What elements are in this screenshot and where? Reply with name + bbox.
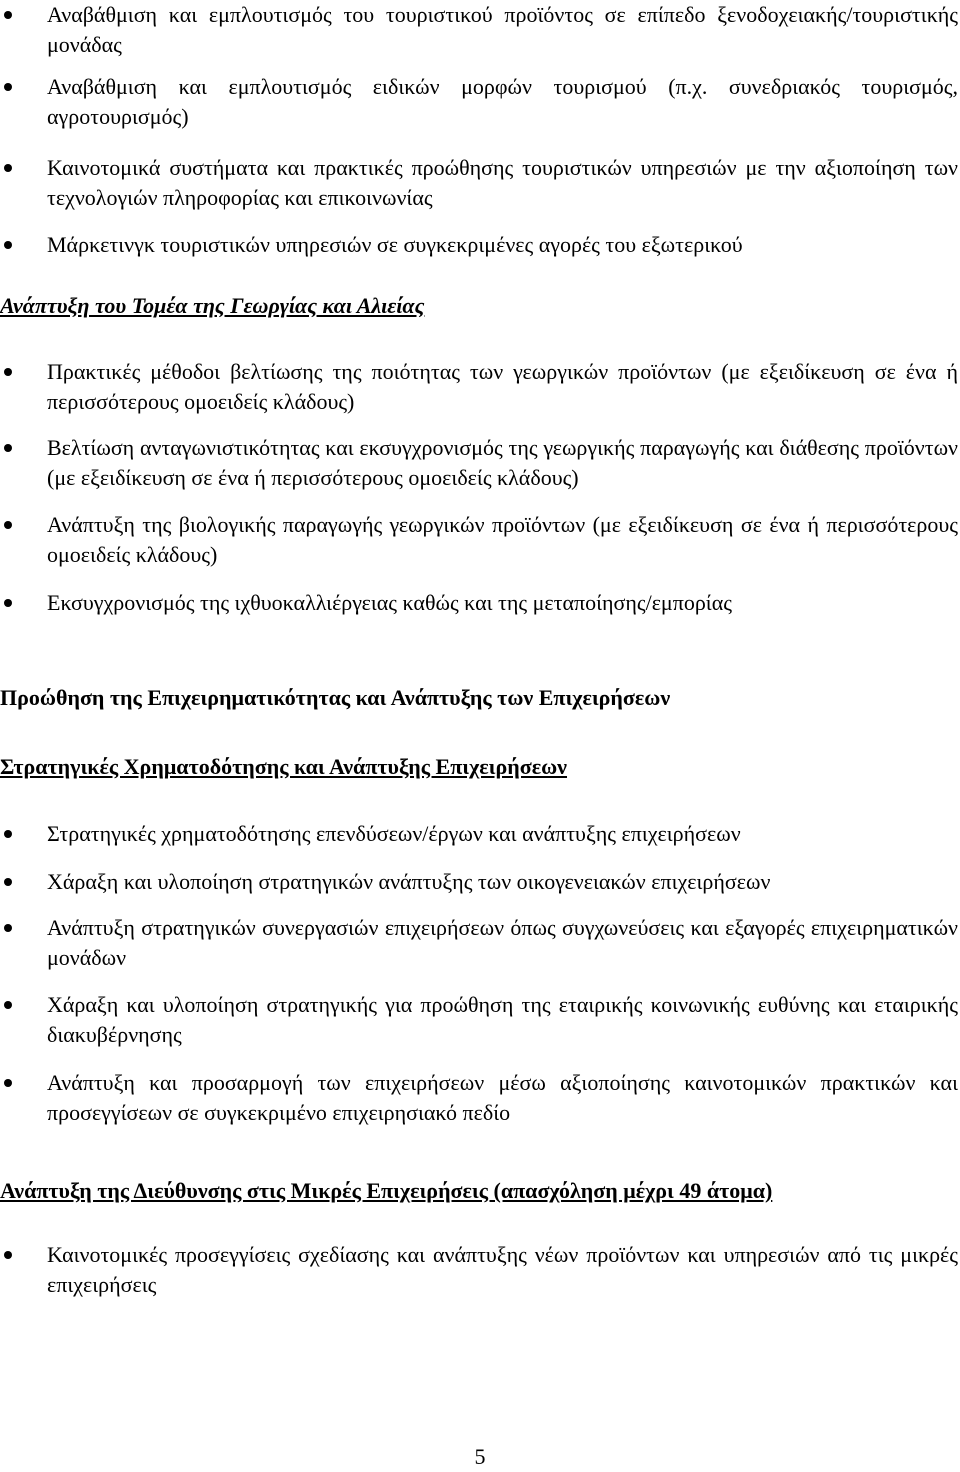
bullet-icon	[4, 1079, 12, 1087]
list-item	[0, 433, 958, 493]
bullet-icon	[4, 1001, 12, 1009]
list-item	[0, 913, 958, 973]
list-item-text: Ανάπτυξη στρατηγικών συνεργασιών επιχειρήσεων όπως συγχωνεύσεις και εξαγορές επιχειρηματικών μονάδων	[47, 915, 958, 970]
list-item	[0, 588, 958, 618]
page-number: 5	[474, 1444, 486, 1469]
list-item	[0, 990, 958, 1050]
list-item-text: Αναβάθμιση και εμπλουτισμός ειδικών μορφών τουρισμού (π.χ. συνεδριακός τουρισμός, αγροτουρισμός)	[47, 74, 958, 129]
list-item-text: Καινοτομικά συστήματα και πρακτικές προώθησης τουριστικών υπηρεσιών με την αξιοποίηση των τεχνολογιών πληροφορίας και επικοινωνίας	[47, 155, 958, 210]
list-item	[0, 867, 958, 897]
bullet-icon	[4, 444, 12, 452]
list-item	[0, 510, 958, 570]
list-item	[0, 72, 958, 132]
list-item	[0, 819, 958, 849]
list-item-text: Χάραξη και υλοποίηση στρατηγικής για προώθηση της εταιρικής κοινωνικής ευθύνης και εταιρικής διακυβέρνησης	[47, 992, 958, 1047]
bullet-icon	[4, 924, 12, 932]
bullet-icon	[4, 241, 12, 249]
list-item-text: Πρακτικές μέθοδοι βελτίωσης της ποιότητας των γεωργικών προϊόντων (με εξειδίκευση σε ένα ή περισσότερους ομοειδείς κλάδους)	[47, 359, 958, 414]
list-item	[0, 357, 958, 417]
bullet-icon	[4, 164, 12, 172]
bullet-icon	[4, 1251, 12, 1259]
list-item-text: Αναβάθμιση και εμπλουτισμός του τουριστικού προϊόντος σε επίπεδο ξενοδοχειακής/τουριστικής μονάδας	[47, 2, 958, 57]
bullet-icon	[4, 83, 12, 91]
section-heading-agriculture: Ανάπτυξη του Τομέα της Γεωργίας και Αλιείας	[0, 293, 425, 318]
list-item	[0, 230, 958, 260]
list-item-text: Στρατηγικές χρηματοδότησης επενδύσεων/έργων και ανάπτυξης επιχειρήσεων	[47, 821, 741, 846]
list-item	[0, 153, 958, 213]
list-item	[0, 1240, 958, 1300]
list-item	[0, 0, 958, 60]
bullet-icon	[4, 521, 12, 529]
section-heading-strategic-financing: Στρατηγικές Χρηματοδότησης και Ανάπτυξης Επιχειρήσεων	[0, 754, 568, 779]
list-item	[0, 1068, 958, 1128]
section-heading-small-business: Ανάπτυξη της Διεύθυνσης στις Μικρές Επιχειρήσεις (απασχόληση μέχρι 49 άτομα)	[0, 1178, 773, 1203]
section-heading-entrepreneurship: Προώθηση της Επιχειρηματικότητας και Ανάπτυξης των Επιχειρήσεων	[0, 685, 671, 710]
list-item-text: Εκσυγχρονισμός της ιχθυοκαλλιέργειας καθώς και της μεταποίησης/εμπορίας	[47, 590, 732, 615]
list-item-text: Ανάπτυξη της βιολογικής παραγωγής γεωργικών προϊόντων (με εξειδίκευση σε ένα ή περισσότερους ομοειδείς κλάδους)	[47, 512, 958, 567]
list-item-text: Καινοτομικές προσεγγίσεις σχεδίασης και ανάπτυξης νέων προϊόντων και υπηρεσιών από τις μικρές επιχειρήσεις	[47, 1242, 958, 1297]
list-item-text: Μάρκετινγκ τουριστικών υπηρεσιών σε συγκεκριμένες αγορές του εξωτερικού	[47, 232, 743, 257]
list-item-text: Βελτίωση ανταγωνιστικότητας και εκσυγχρονισμός της γεωργικής παραγωγής και διάθεσης προϊόντων (με εξειδίκευση σε ένα ή περισσότερους ομοειδείς κλάδους)	[47, 435, 958, 490]
bullet-icon	[4, 368, 12, 376]
bullet-icon	[4, 11, 12, 19]
bullet-icon	[4, 830, 12, 838]
list-item-text: Ανάπτυξη και προσαρμογή των επιχειρήσεων μέσω αξιοποίησης καινοτομικών πρακτικών και προσεγγίσεων σε συγκεκριμένο επιχειρησιακό πεδίο	[47, 1070, 958, 1125]
list-item-text: Χάραξη και υλοποίηση στρατηγικών ανάπτυξης των οικογενειακών επιχειρήσεων	[47, 869, 771, 894]
bullet-icon	[4, 878, 12, 886]
bullet-icon	[4, 599, 12, 607]
